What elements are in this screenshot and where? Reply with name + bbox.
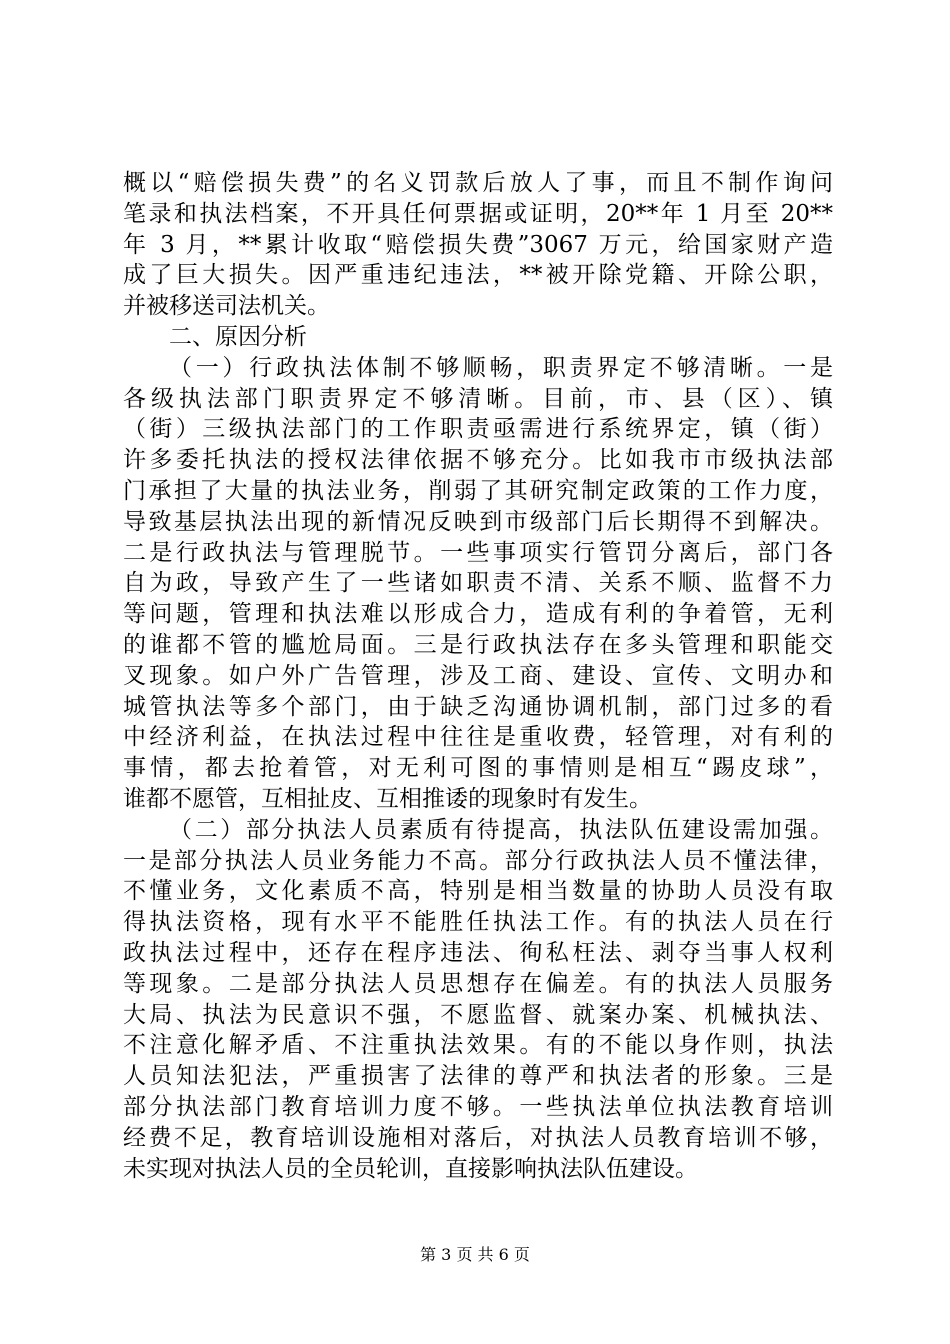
text-line: 自为政，导致产生了一些诸如职责不清、关系不顺、监督不力 [123, 570, 833, 597]
text-line: 并被移送司法机关。 [123, 293, 330, 320]
text-line: 城管执法等多个部门，由于缺乏沟通协调机制，部门过多的看 [123, 693, 833, 720]
text-line: 成了巨大损失。因严重违纪违法，**被开除党籍、开除公职， [123, 262, 833, 289]
text-line: 部分执法部门教育培训力度不够。一些执法单位执法教育培训 [123, 1093, 833, 1120]
text-line: 谁都不愿管，互相扯皮、互相推诿的现象时有发生。 [123, 785, 652, 812]
text-line: 笔录和执法档案，不开具任何票据或证明，20**年 1 月至 20** [123, 200, 833, 227]
text-line: 门承担了大量的执法业务，削弱了其研究制定政策的工作力度， [123, 477, 833, 504]
text-line: 二、原因分析 [169, 323, 307, 350]
text-line: 不懂业务，文化素质不高，特别是相当数量的协助人员没有取 [123, 878, 833, 905]
text-line: 等问题，管理和执法难以形成合力，造成有利的争着管，无利 [123, 601, 833, 628]
text-line: 叉现象。如户外广告管理，涉及工商、建设、宣传、文明办和 [123, 662, 833, 689]
text-line: 概以“赔偿损失费”的名义罚款后放人了事，而且不制作询问 [123, 170, 833, 196]
text-line: 大局、执法为民意识不强，不愿监督、就案办案、机械执法、 [123, 1001, 833, 1028]
text-line: 政执法过程中，还存在程序违法、徇私枉法、剥夺当事人权利 [123, 939, 833, 966]
text-line: 不注意化解矛盾、不注重执法效果。有的不能以身作则，执法 [123, 1032, 833, 1059]
text-line: 的谁都不管的尴尬局面。三是行政执法存在多头管理和职能交 [123, 631, 833, 658]
text-line: （二）部分执法人员素质有待提高，执法队伍建设需加强。 [169, 816, 833, 843]
text-line: 许多委托执法的授权法律依据不够充分。比如我市市级执法部 [123, 447, 833, 474]
text-line: 年 3 月，**累计收取“赔偿损失费”3067 万元，给国家财产造 [123, 231, 833, 258]
page-footer: 第 3 页 共 6 页 [420, 1245, 530, 1264]
text-line: 一是部分执法人员业务能力不高。部分行政执法人员不懂法律， [123, 847, 833, 874]
text-line: （街）三级执法部门的工作职责亟需进行系统界定，镇（街） [123, 416, 833, 443]
text-line: 得执法资格，现有水平不能胜任执法工作。有的执法人员在行 [123, 909, 833, 936]
text-line: （一）行政执法体制不够顺畅，职责界定不够清晰。一是 [169, 354, 833, 381]
text-line: 导致基层执法出现的新情况反映到市级部门后长期得不到解决。 [123, 508, 833, 535]
text-line: 事情，都去抢着管，对无利可图的事情则是相互“踢皮球”， [123, 755, 833, 782]
text-line: 等现象。二是部分执法人员思想存在偏差。有的执法人员服务 [123, 970, 833, 997]
text-line: 各级执法部门职责界定不够清晰。目前，市、县（区）、镇 [123, 385, 833, 412]
text-line: 二是行政执法与管理脱节。一些事项实行管罚分离后，部门各 [123, 539, 833, 566]
text-line: 经费不足，教育培训设施相对落后，对执法人员教育培训不够， [123, 1124, 833, 1151]
body-text [123, 168, 833, 1184]
text-line: 未实现对执法人员的全员轮训，直接影响执法队伍建设。 [123, 1155, 698, 1182]
text-line: 中经济利益，在执法过程中往往是重收费，轻管理，对有利的 [123, 724, 833, 751]
text-line: 人员知法犯法，严重损害了法律的尊严和执法者的形象。三是 [123, 1063, 833, 1090]
